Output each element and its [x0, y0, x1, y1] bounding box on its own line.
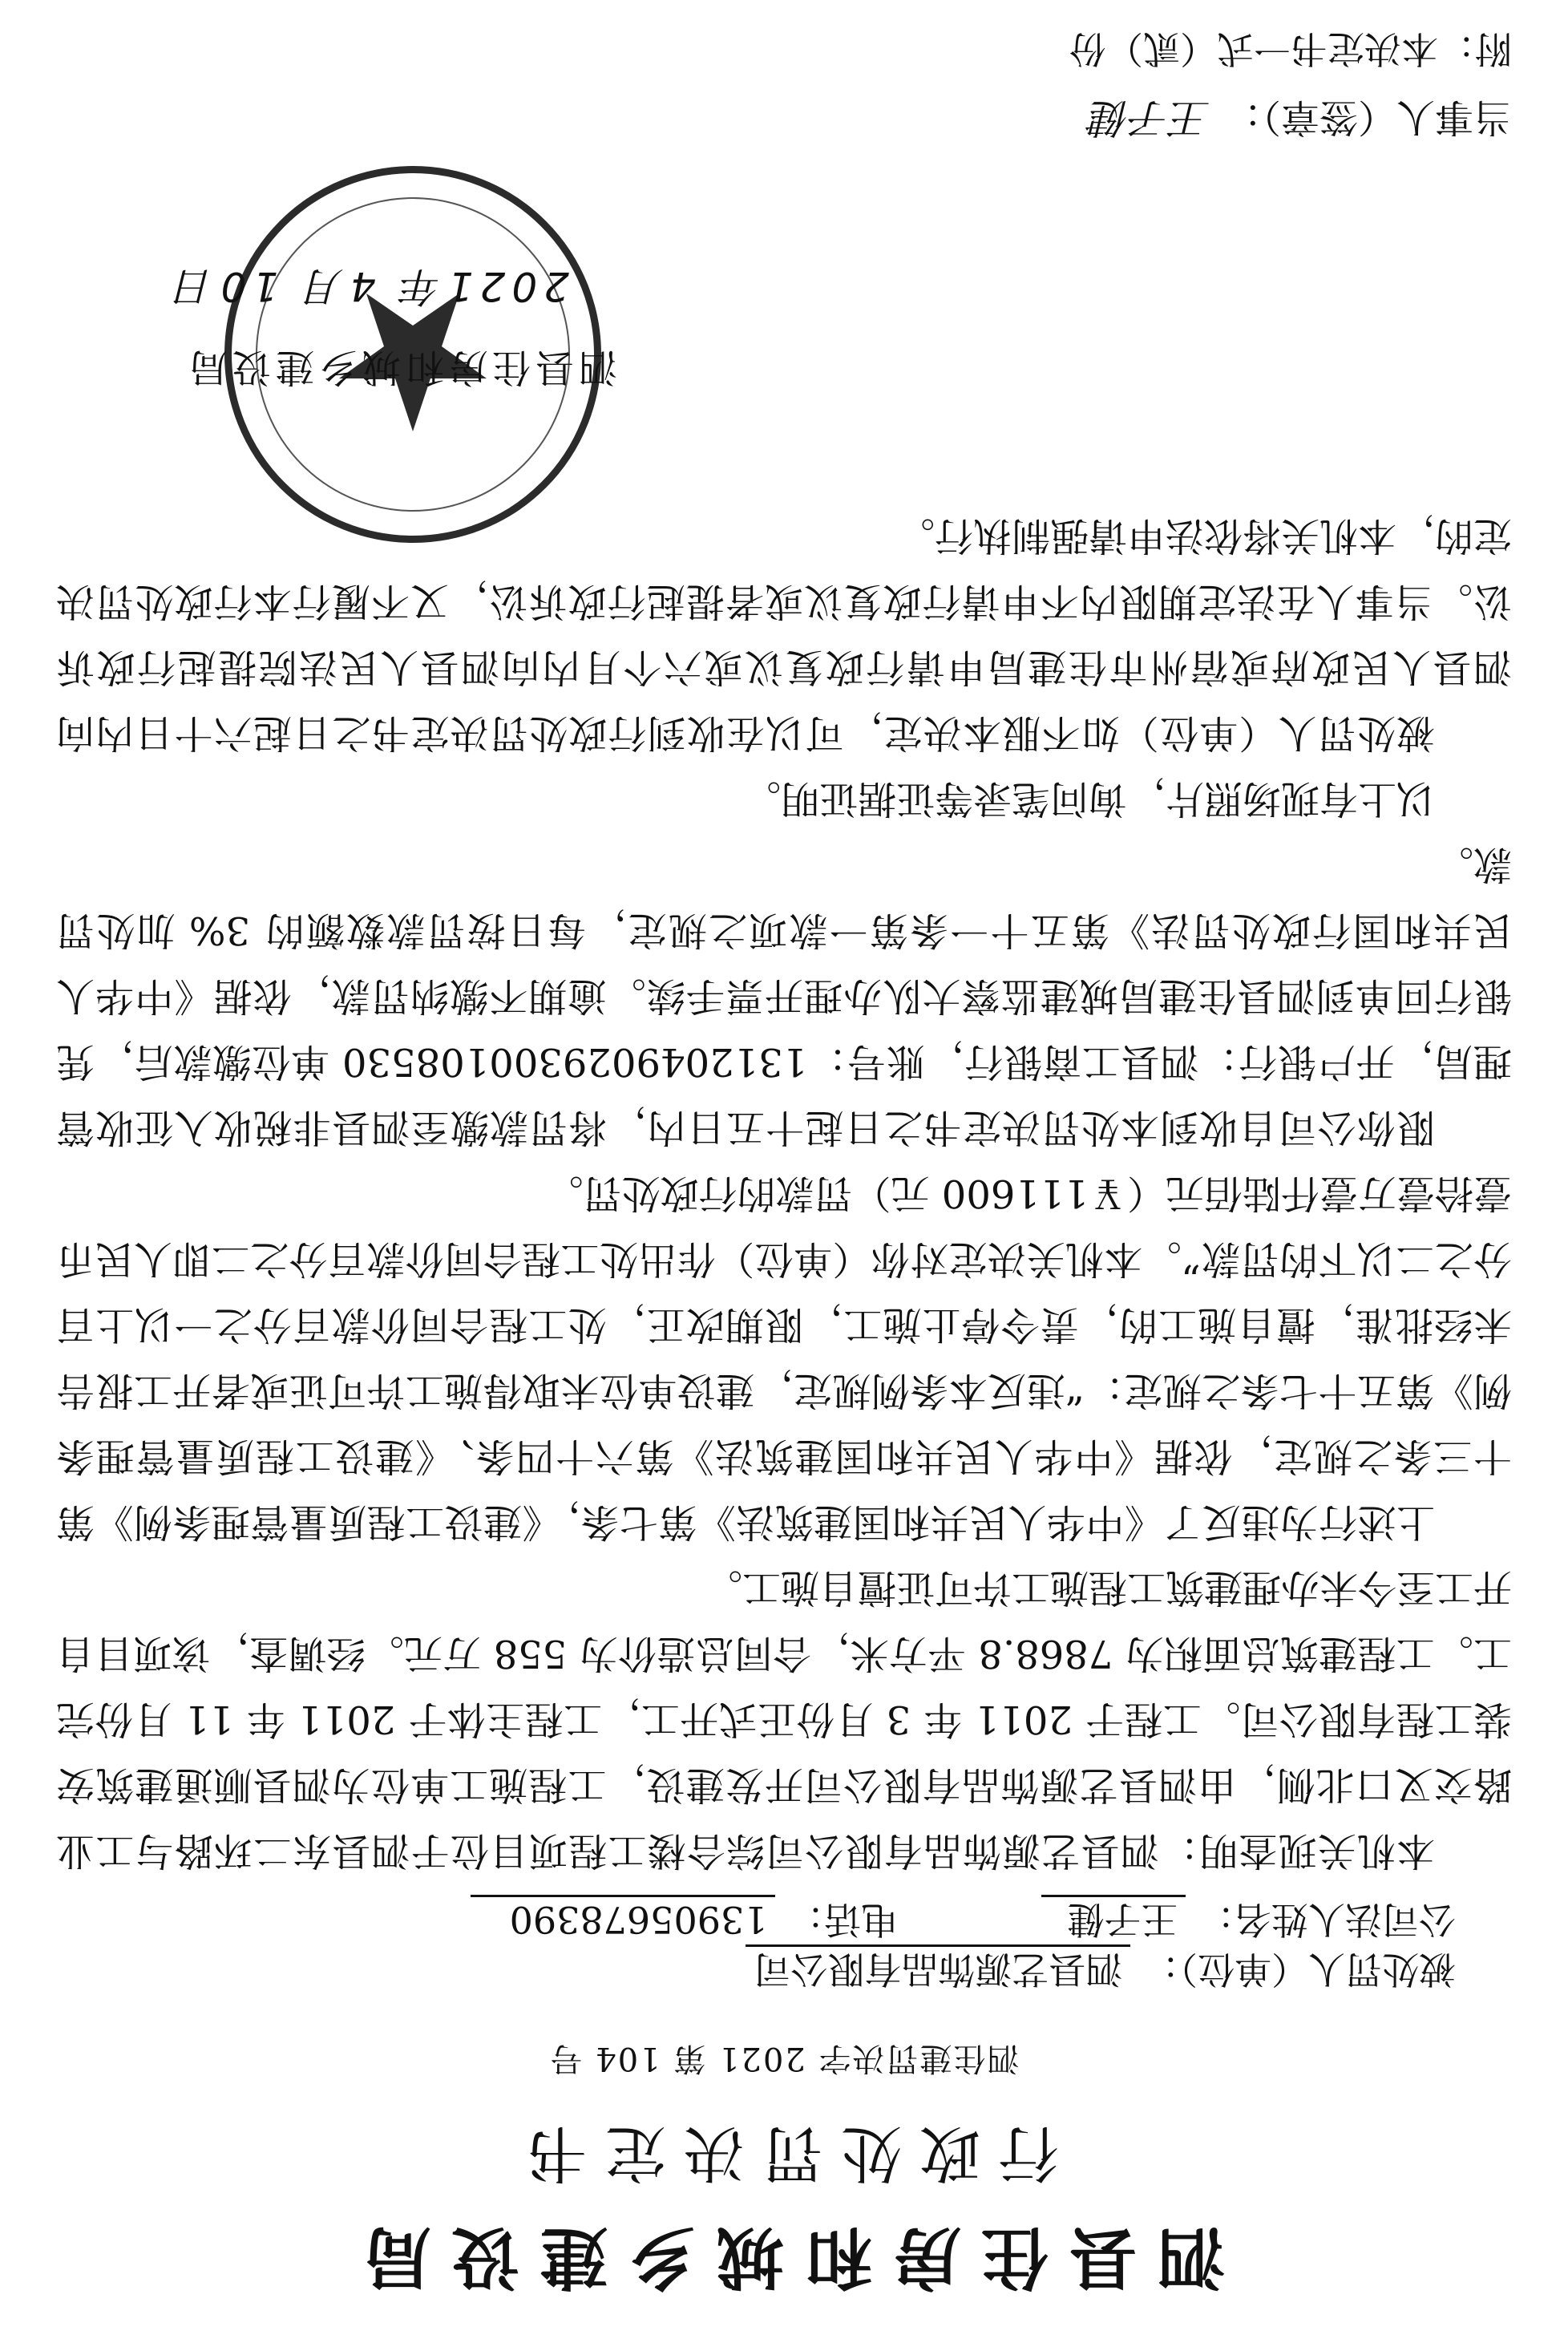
- document-number: 泗住建罚决字 2021 第 104 号: [548, 2040, 1020, 2077]
- punished-party-label: 被处罚人（单位）：: [1142, 1948, 1456, 1991]
- body-paragraph-evidence: 以上有现场照片，询问笔录等证据证明。: [742, 776, 1435, 821]
- party-signature-line: [1090, 92, 1512, 150]
- body-paragraph-appeal: 被处罚人（单位）如不服本决定，可以在收到行政处罚决定书之日起六十日内向泗县人民政府或宿州市住建局申请行政复议或六个月内向泗县人民法院提起行政诉讼。当事人在法定期限内不申请行政复议或者提起行政诉讼，又不履行本行政处罚决定的，本机关将依法申请强制执行。: [56, 513, 1512, 755]
- organization-title: 泗县住房和城乡建设局: [343, 2218, 1226, 2297]
- punished-party-line: [56, 1944, 1512, 1994]
- phone-label: 电话：: [787, 1898, 899, 1941]
- party-handwritten-signature: 王子健: [1089, 95, 1210, 141]
- legal-rep-value: 王子健: [1041, 1895, 1186, 1942]
- legal-rep-line: [56, 1895, 1512, 1944]
- phone-value: 13905678390: [471, 1895, 776, 1942]
- issuing-authority: 泗县住房和城乡建设局: [184, 345, 618, 390]
- body-paragraph-findings: 本机关现查明：泗县艺源饰品有限公司综合楼工程项目位于泗县东二环路与工业路交叉口北侧，由泗县艺源饰品有限公司开发建设，工程施工单位为泗县顺通建筑安装工程有限公司。工程于 2011 年 3 月份正式开工，工程主体于 2011 年 11 月份完工。工程建筑总面积为 7868.8 平方米，合同总造价为 558 万元。经调查，该项目自开工至今未办理建筑工程施工许可证擅自施工。: [56, 1565, 1512, 1873]
- document-title: 行政处罚决定书: [509, 2118, 1059, 2189]
- party-signature-label: 当事人（签章）：: [1222, 95, 1512, 140]
- decision-body: [56, 503, 1512, 1884]
- signature-block: [136, 190, 665, 511]
- issue-date: 2021年 4月 10日: [168, 263, 569, 310]
- body-paragraph-payment: 限你公司自收到本处罚决定书之日起十五日内，将罚款缴至泗县非税收入征收管理局，开户银行：泗县工商银行，账号：1312049029300108530 单位缴款后，凭银行回单到泗县住建局城建监察大队办理开票手续。逾期不缴纳罚款，依据《中华人民共和国行政处罚法》第五十一条第一款项之规定，每日按罚款数额的 3% 加处罚款。: [56, 842, 1512, 1150]
- legal-rep-label: 公司法人姓名：: [1198, 1898, 1456, 1941]
- punished-party-value: 泗县艺源饰品有限公司: [746, 1944, 1130, 1992]
- attachment-note: 附：本决定书一式（贰）份: [1069, 27, 1512, 71]
- body-paragraph-violation: 上述行为违反了《中华人民共和国建筑法》第七条，《建设工程质量管理条例》第十三条之规定，依据《中华人民共和国建筑法》第六十四条、《建设工程质量管理条例》第五十七条之规定：“违反本条例规定，建设单位未取得施工许可证或者开工报告未经批准，擅自施工的，责令停止施工，限期改正，处工程合同价款百分之一以上百分之二以下的罚款”。本机关决定对你（单位）作出处工程合同价款百分之二即人民币壹拾壹万壹仟陆佰元（￥111600 元）罚款的行政处罚。: [56, 1171, 1512, 1544]
